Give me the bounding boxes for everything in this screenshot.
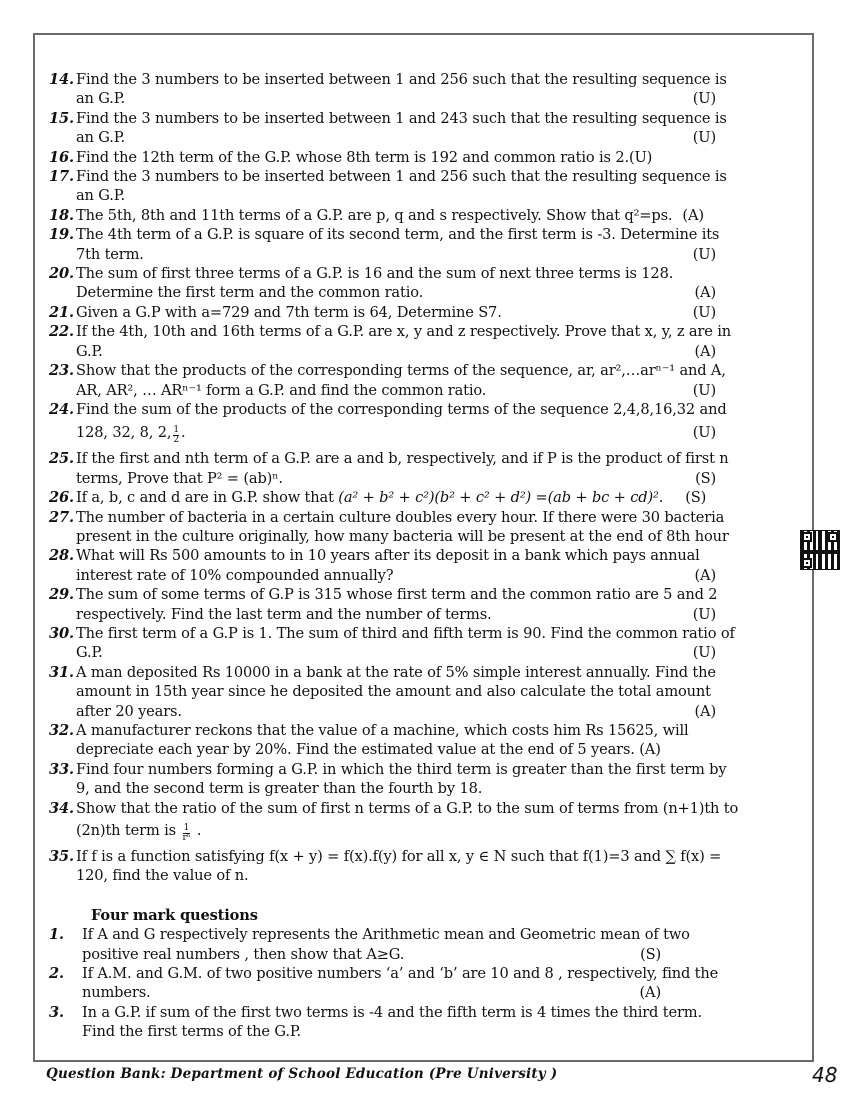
difficulty-tag: (A) (682, 206, 704, 224)
difficulty-tag: (S) (640, 945, 661, 963)
page-number: 48 (812, 1063, 838, 1087)
question-number: 18. (49, 206, 74, 224)
difficulty-tag: (U) (692, 245, 716, 263)
difficulty-tag: (S) (685, 489, 707, 507)
fraction: $\frac{1}{\text{rⁿ}}$ (182, 823, 191, 844)
question-item: 21. Given a G.P with a=729 and 7th term is 64, Determine S7. (U) (49, 303, 716, 321)
difficulty-tag: (A) (694, 566, 716, 584)
question-item: 35. If f is a function satisfying f(x + y) = f(x).f(y) for all x, y ∈ N such that f(1)=3 and ∑ f(x) = 120, find the value of n. (49, 848, 722, 885)
question-item: 24. Find the sum of the products of the corresponding terms of the sequence 2,4,8,16,32 and 128, 32, 8, 2, $\frac{1}{2}$ . (U) (49, 400, 727, 446)
question-number: 21. (49, 303, 74, 321)
difficulty-tag: (U) (692, 303, 716, 321)
question-number: 2. (49, 965, 64, 983)
question-list (49, 70, 811, 1042)
question-item: 28. What will Rs 500 amounts to in 10 years after its deposit in a bank which pays annual interest rate of 10% compounded annually? (A) (49, 547, 716, 584)
question-number: 27. (49, 508, 74, 526)
question-item: 19. The 4th term of a G.P. is square of its second term, and the first term is -3. Determine its 7th term. (U) (49, 226, 720, 263)
question-number: 15. (49, 109, 74, 127)
fraction: $\frac{1}{2}$ (173, 425, 179, 446)
question-item: 30. The first term of a G.P is 1. The sum of third and fifth term is 90. Find the common ratio of G.P. (U) (49, 624, 735, 662)
question-number: 20. (49, 265, 74, 283)
difficulty-tag: (U) (628, 148, 653, 166)
question-number: 29. (49, 586, 74, 604)
question-item: 32. A manufacturer reckons that the value of a machine, which costs him Rs 15625, will depreciate each year by 20%. Find the estimated value at the end of 5 years. (A) (49, 722, 689, 759)
difficulty-tag: (U) (692, 381, 716, 399)
difficulty-tag: (U) (692, 129, 716, 147)
question-item: 17. Find the 3 numbers to be inserted between 1 and 256 such that the resulting sequence is an G.P. (49, 168, 727, 205)
question-item: 22. If the 4th, 10th and 16th terms of a G.P. are x, y and z respectively. Prove that x, y, z are in G.P. (A) (49, 323, 732, 360)
question-item: 18. The 5th, 8th and 11th terms of a G.P. are p, q and s respectively. Show that q²=ps. (A) (49, 206, 704, 224)
question-number: 25. (49, 450, 74, 468)
question-item: 31. A man deposited Rs 10000 in a bank at the rate of 5% simple interest annually. Find the amount in 15th year since he deposited the amount and also calculate the total amount after 20 years. (A) (49, 663, 716, 720)
question-item: 25. If the first and nth term of a G.P. are a and b, respectively, and if P is the product of first n terms, Prove that P² = (ab)ⁿ. (S) (49, 450, 729, 487)
footer-text: Question Bank: Department of School Education (Pre University ) (46, 1066, 558, 1082)
qr-code-icon (800, 530, 840, 570)
difficulty-tag: (U) (692, 424, 716, 442)
question-item: 1. If A and G respectively represents the Arithmetic mean and Geometric mean of two positive real numbers , then show that A≥G. (S) (49, 926, 690, 963)
question-number: 14. (49, 71, 74, 88)
difficulty-tag: (A) (639, 984, 661, 1002)
question-number: 24. (49, 400, 74, 418)
question-number: 34. (49, 799, 74, 817)
question-number: 31. (49, 663, 74, 681)
question-item: 29. The sum of some terms of G.P is 315 whose first term and the common ratio are 5 and 2 respectively. Find the last term and the number of terms. (U) (49, 586, 718, 623)
question-item: 14. Find the 3 numbers to be inserted between 1 and 256 such that the resulting sequence is an G.P. (U) (49, 71, 727, 108)
difficulty-tag: (U) (692, 605, 716, 623)
question-item: 27. The number of bacteria in a certain culture doubles every hour. If there were 30 bacteria present in the culture originally, how many bacteria will be present at the end of 8th hour (49, 508, 729, 545)
question-item: 16. Find the 12th term of the G.P. whose 8th term is 192 and common ratio is 2.(U) (49, 148, 653, 166)
difficulty-tag: (A) (694, 342, 716, 360)
question-number: 30. (49, 624, 74, 642)
question-number: 17. (49, 168, 74, 186)
question-item: 34. Show that the ratio of the sum of first n terms of a G.P. to the sum of terms from (n+1)th to (2n)th term is $\frac{1}{\text{rⁿ}}$ . (49, 799, 739, 844)
question-number: 35. (49, 848, 74, 866)
question-item: 23. Show that the products of the corresponding terms of the sequence, ar, ar²,…arⁿ⁻¹ and A, AR, AR², … ARⁿ⁻¹ form a G.P. and find the common ratio. (U) (49, 362, 726, 399)
question-number: 19. (49, 226, 74, 244)
difficulty-tag: (A) (694, 284, 716, 302)
section-title: Four mark questions (91, 906, 258, 924)
question-item: 33. Find four numbers forming a G.P. in which the third term is greater than the first term by 9, and the second term is greater than the fourth by 18. (49, 760, 727, 798)
question-number: 22. (49, 323, 74, 341)
question-number: 32. (49, 722, 74, 739)
page-border (33, 33, 814, 1062)
question-number: 3. (49, 1003, 64, 1021)
question-item: 26. If a, b, c and d are in G.P. show that (a² + b² + c²)(b² + c² + d²) =(ab + bc + cd)². (S) (49, 489, 707, 507)
question-number: 33. (49, 760, 74, 778)
math-identity: (a² + b² + c²)(b² + c² + d²) =(ab + bc + cd)². (338, 489, 664, 507)
question-number: 16. (49, 148, 74, 166)
question-number: 1. (49, 926, 64, 944)
question-item: 2. If A.M. and G.M. of two positive numbers ‘a’ and ‘b’ are 10 and 8 , respectively, find the numbers. (A) (49, 965, 719, 1002)
question-item: 3. In a G.P. if sum of the first two terms is -4 and the fifth term is 4 times the third term. Find the first terms of the G.P. (49, 1003, 702, 1041)
difficulty-tag: (U) (692, 644, 716, 662)
difficulty-tag: (U) (692, 90, 716, 108)
question-item: 15. Find the 3 numbers to be inserted between 1 and 243 such that the resulting sequence is an G.P. (U) (49, 109, 727, 147)
difficulty-tag: (S) (695, 469, 716, 487)
question-number: 26. (49, 489, 74, 507)
question-number: 28. (49, 547, 74, 565)
question-item: 20. The sum of first three terms of a G.P. is 16 and the sum of next three terms is 128. Determine the first term and the common ratio. (A) (49, 265, 716, 302)
difficulty-tag: (A) (694, 702, 716, 720)
question-number: 23. (49, 362, 74, 380)
